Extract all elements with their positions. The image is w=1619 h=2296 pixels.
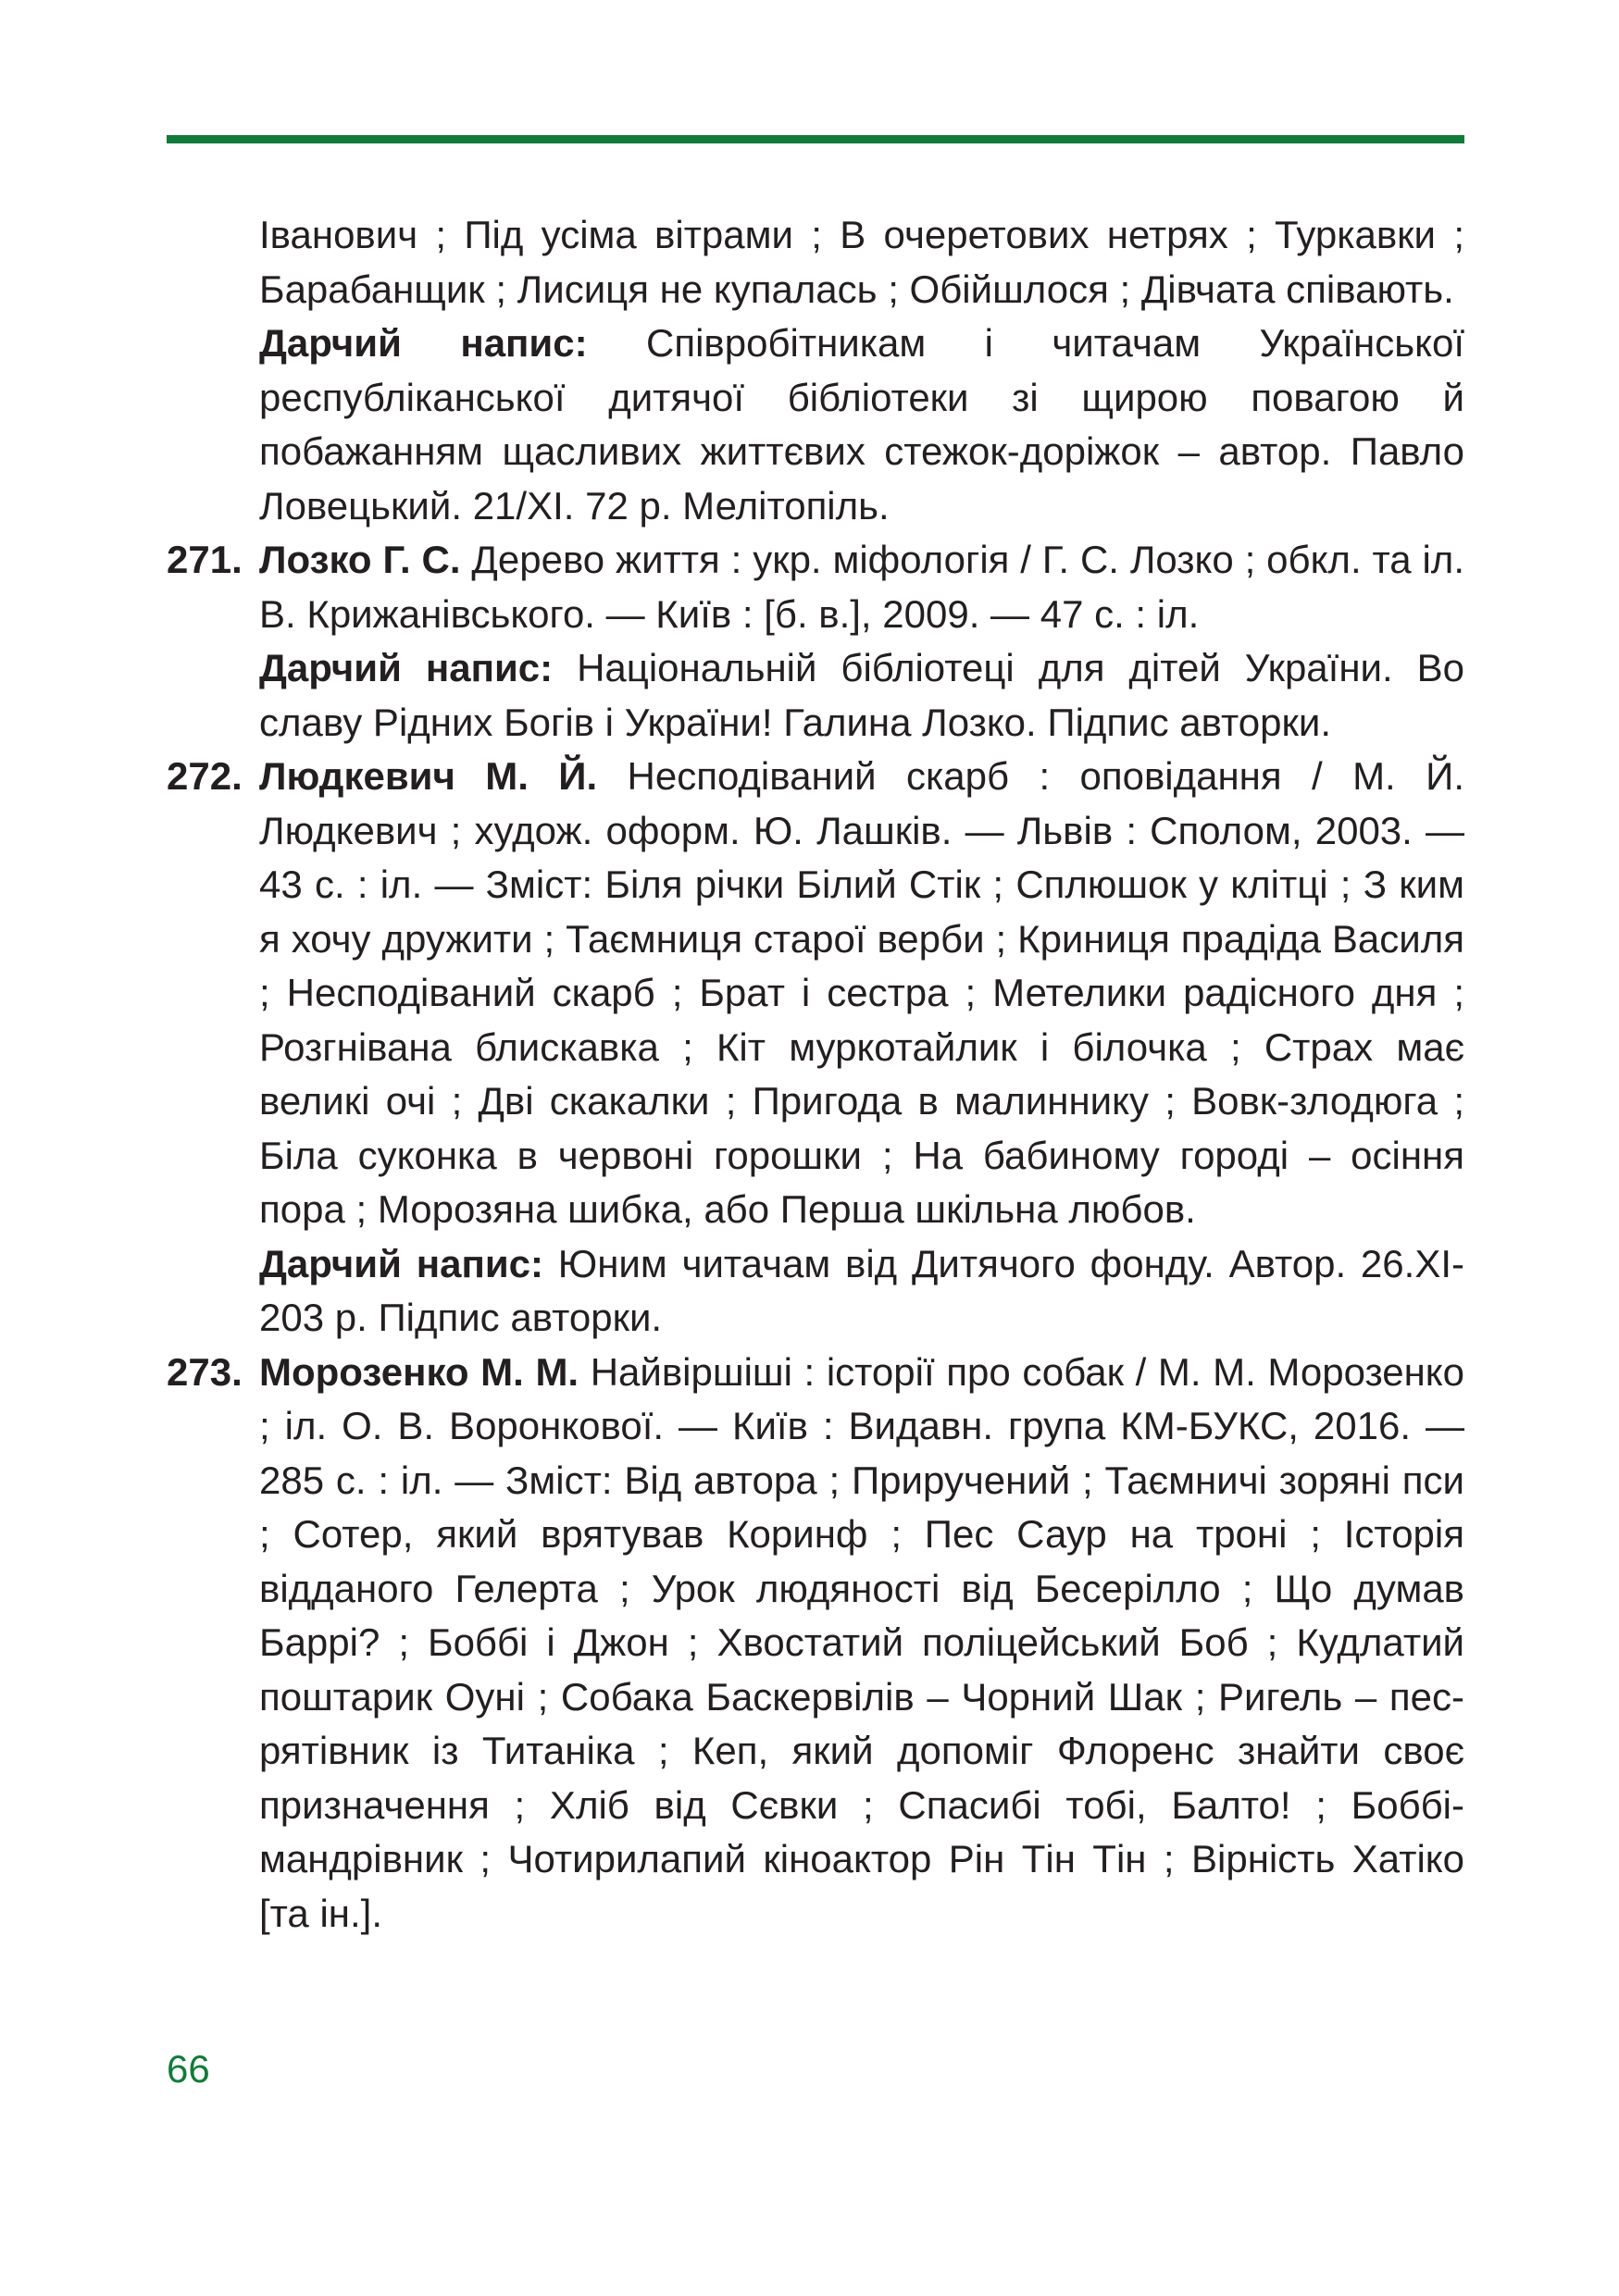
bibliography-entry-271 [167,533,1464,750]
entry-inscription [259,641,1464,750]
bibliography-entry-272 [167,750,1464,1346]
entry-text: Дерево життя : укр. міфологія / Г. С. Лозко ; обкл. та іл. В. Крижанівського. — Київ : [б. в.], 2009. — 47 с. : іл. [259,538,1464,636]
inscription-label: Дарчий напис: [259,1241,543,1285]
entry-text: Несподіваний скарб : оповідання / М. Й. Людкевич ; худож. оформ. Ю. Лашків. — Львів : Сполом, 2003. — 43 с. : іл. — Зміст: Біля річки Білий Стік ; Сплюшок у клітці ; З ким я хочу дружити ; Таємниця старої верби ; Криниця прадіда Василя ; Несподіваний скарб ; Брат і сестра ; Метелики радісного дня ; Розгнівана блискавка ; Кіт муркотайлик і білочка ; Страх має великі очі ; Дві скакалки ; Пригода в малиннику ; Вовк-злодюга ; Біла суконка в червоні горошки ; На бабиному городі – осіння пора ; Морозяна шибка, або Перша шкільна любов. [259,754,1464,1231]
entry-author: Лозко Г. С. [259,538,461,581]
entry-description [259,533,1464,641]
entry-description [259,1346,1464,1942]
inscription-text: Національній бібліотеці для дітей України. Во славу Рідних Богів і України! Галина Лозко. Підпис авторки. [259,646,1464,744]
bibliography-entry-273 [167,1346,1464,1942]
entry-number: 271. [167,538,243,581]
continued-entry-inscription [167,316,1464,533]
entry-number: 272. [167,754,243,798]
header-rule [167,135,1464,143]
entry-inscription [259,1237,1464,1346]
page-number: 66 [167,2047,210,2091]
entry-author: Морозенко М. М. [259,1349,579,1394]
inscription-label: Дарчий напис: [259,321,588,365]
inscription-text: Юним читачам від Дитячого фонду. Автор. 26.XI-203 р. Підпис авторки. [259,1241,1464,1339]
continued-entry-text: Іванович ; Під усіма вітрами ; В очеретових нетрях ; Туркавки ; Барабанщик ; Лисиця не купалась ; Обійшлося ; Дівчата співають. [259,213,1464,311]
entry-author: Людкевич М. Й. [259,754,598,798]
entry-text: Найвіршіші : історії про собак / М. М. Морозенко ; іл. О. В. Воронкової. — Київ : Видавн. група КМ-БУКС, 2016. — 285 с. : іл. — Зміст: Від автора ; Приручений ; Таємничі зоряні пси ; Сотер, який врятував Коринф ; Пес Саур на троні ; Історія відданого Гелерта ; Урок людяності від Бесерілло ; Що думав Баррі? ; Боббі і Джон ; Хвостатий поліцейський Боб ; Кудлатий поштарик Оуні ; Собака Баскервілів – Чорний Шак ; Ригель – пес-рятівник із Титаніка ; Кеп, який допоміг Флоренс знайти своє призначення ; Хліб від Сєвки ; Спасибі тобі, Балто! ; Боббі-мандрівник ; Чотирилапий кіноактор Рін Тін Тін ; Вірність Хатіко [та ін.]. [259,1349,1465,1935]
entry-description [259,750,1464,1237]
inscription-text: Співробітникам і читачам Української республіканської дитячої бібліотеки зі щирою повагою й побажанням щасливих життєвих стежок-доріжок – автор. Павло Ловецький. 21/XI. 72 р. Мелітопіль. [259,321,1464,527]
inscription-label: Дарчий напис: [259,646,554,689]
page-body [167,208,1464,1941]
entry-number: 273. [167,1349,243,1394]
